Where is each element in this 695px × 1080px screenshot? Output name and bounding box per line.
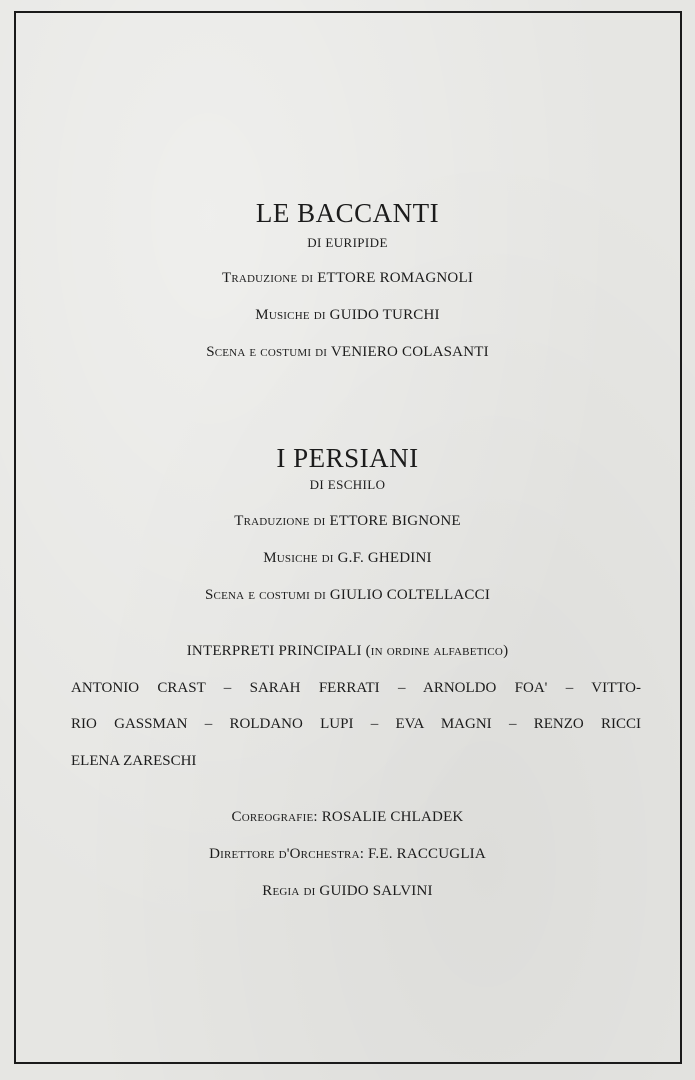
cast-line: ANTONIO CRAST – SARAH FERRATI – ARNOLDO FOA' – VITTO- [71,680,641,696]
choreography-credit: Coreografie: ROSALIE CHLADEK [231,809,464,825]
play1-author: DI EURIPIDE [307,235,388,250]
play2-author: DI ESCHILO [309,477,386,492]
conductor-credit: Direttore d'Orchestra: F.E. RACCUGLIA [209,846,486,862]
cast-heading: INTERPRETI PRINCIPALI (in ordine alfabetico) [186,643,509,659]
cast-line: RIO GASSMAN – ROLDANO LUPI – EVA MAGNI – RENZO RICCI [71,716,641,732]
play1-music: Musiche di GUIDO TURCHI [255,307,440,323]
play1-title: LE BACCANTI [255,198,440,228]
director-credit: Regia di GUIDO SALVINI [262,883,433,899]
play1-translation: Traduzione di ETTORE ROMAGNOLI [221,270,474,286]
play2-scenery: Scena e costumi di GIULIO COLTELLACCI [204,587,491,603]
play2-title: I PERSIANI [276,443,419,473]
play2-music: Musiche di G.F. GHEDINI [263,550,432,566]
cast-line: ELENA ZARESCHI [71,753,197,769]
page-border [14,11,682,1064]
play1-scenery: Scena e costumi di VENIERO COLASANTI [206,344,489,360]
play2-translation: Traduzione di ETTORE BIGNONE [234,513,461,529]
